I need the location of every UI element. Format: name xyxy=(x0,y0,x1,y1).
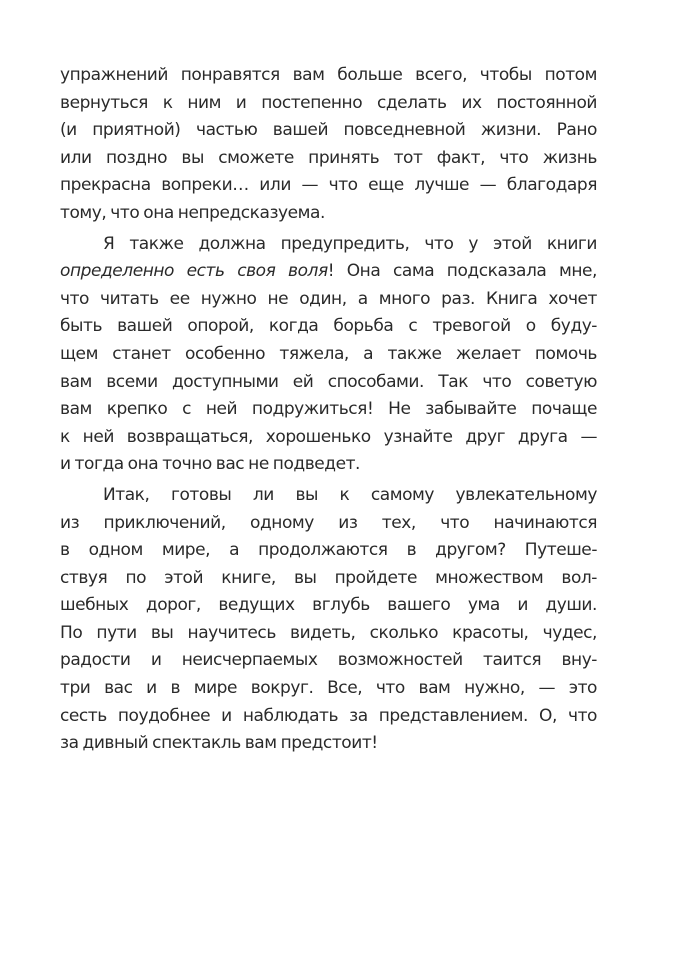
text-line: вам всеми доступными ей способами. Так что советую xyxy=(60,371,597,392)
italic-phrase: определенно есть своя воля xyxy=(60,261,328,282)
paragraph-3 xyxy=(60,482,597,758)
text-line: и тогда она точно вас не подведет. xyxy=(60,454,360,475)
text-line: По пути вы научитесь видеть, сколько красоты, чудес, xyxy=(60,622,597,643)
text-line: за дивный спектакль вам предстоит! xyxy=(60,733,378,754)
text-line: тому, что она непредсказуема. xyxy=(60,202,325,223)
text-line: быть вашей опорой, когда борьба с тревогой о буду- xyxy=(60,316,597,337)
text-line: что читать ее нужно не один, а много раз. Книга хочет xyxy=(60,288,597,309)
page-body xyxy=(60,62,597,758)
text-line: радости и неисчерпаемых возможностей таится вну- xyxy=(60,650,597,671)
text-line: три вас и в мире вокруг. Все, что вам нужно, — это xyxy=(60,678,597,699)
text-line: из приключений, одному из тех, что начинаются xyxy=(60,512,597,533)
paragraph-2 xyxy=(60,231,597,479)
text-line: (и приятной) частью вашей повседневной жизни. Рано xyxy=(60,120,597,141)
text-line: прекрасна вопреки… или — что еще лучше — благодаря xyxy=(60,175,597,196)
text-line: щем станет особенно тяжела, а также желает помочь xyxy=(60,343,597,364)
text-line: вам крепко с ней подружиться! Не забывайте почаще xyxy=(60,399,597,420)
text-line: к ней возвращаться, хорошенько узнайте друг друга — xyxy=(60,426,597,447)
text-line: вернуться к ним и постепенно сделать их постоянной xyxy=(60,92,597,113)
text-line-with-emphasis xyxy=(60,258,597,286)
text-line: Я также должна предупредить, что у этой книги xyxy=(103,233,597,254)
text-line: или поздно вы сможете принять тот факт, что жизнь xyxy=(60,147,597,168)
paragraph-1 xyxy=(60,62,597,228)
text-line: в одном мире, а продолжаются в другом? Путеше- xyxy=(60,540,597,561)
text-line-rest: ! Она сама подсказала мне, xyxy=(327,261,597,282)
text-line: шебных дорог, ведущих вглубь вашего ума и души. xyxy=(60,595,597,616)
text-line: сесть поудобнее и наблюдать за представлением. О, что xyxy=(60,705,597,726)
text-line: ствуя по этой книге, вы пройдете множеством вол- xyxy=(60,567,597,588)
text-line: упражнений понравятся вам больше всего, чтобы потом xyxy=(60,65,597,85)
text-line: Итак, готовы ли вы к самому увлекательному xyxy=(103,484,597,505)
